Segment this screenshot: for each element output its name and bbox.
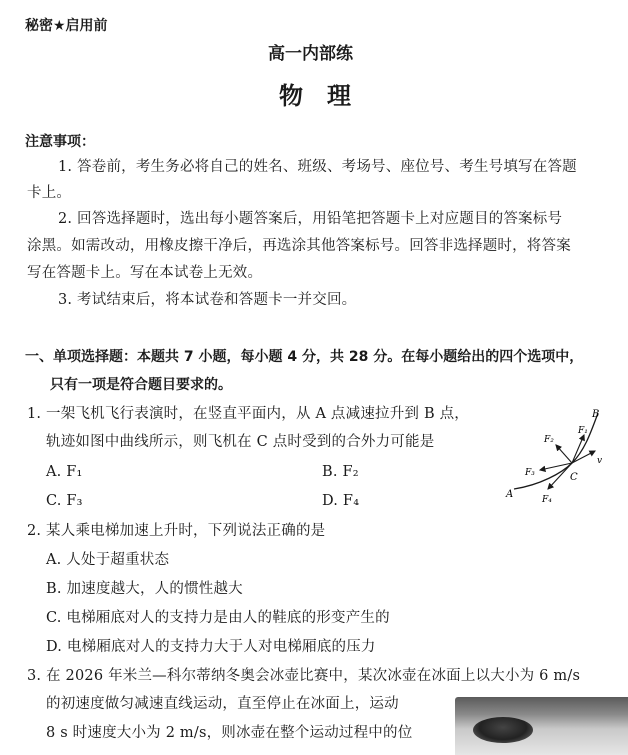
f3-label: F₃ [525, 468, 535, 478]
point-b-label: B [592, 409, 600, 420]
q2-option-c: C. 电梯厢底对人的支持力是由人的鞋底的形变产生的 [46, 610, 390, 626]
q3-stem-cont: 8 s 时速度大小为 2 m/s，则冰壶在整个运动过程中的位 [46, 725, 413, 741]
q1-option-b: B. F₂ [322, 464, 359, 480]
section-heading-cont: 只有一项是符合题目要求的。 [50, 377, 232, 393]
q1-stem-cont: 轨迹如图中曲线所示，则飞机在 C 点时受到的合外力可能是 [46, 434, 435, 450]
f4-label: F₄ [542, 495, 552, 505]
q3-stem: 3. 在 2026 年米兰—科尔蒂纳冬奥会冰壶比赛中，某次冰壶在冰面上以大小为 6 m/s [27, 668, 581, 684]
q2-option-b: B. 加速度越大，人的惯性越大 [46, 581, 243, 597]
q2-option-a: A. 人处于超重状态 [46, 552, 170, 568]
notice-line: 涂黑。如需改动，用橡皮擦干净后，再选涂其他答案标号。回答非选择题时，将答案 [27, 238, 571, 254]
notice-heading: 注意事项： [25, 134, 95, 150]
point-a-label: A [506, 489, 514, 500]
q1-option-a: A. F₁ [46, 464, 83, 480]
curling-stone-image [473, 717, 533, 743]
point-c-label: C [570, 472, 578, 483]
notice-line: 写在答题卡上。写在本试卷上无效。 [27, 265, 263, 281]
notice-line: 卡上。 [27, 185, 72, 201]
section-heading: 一、单项选择题：本题共 7 小题，每小题 4 分，共 28 分。在每小题给出的四个选项中， [25, 349, 584, 365]
exam-subtitle: 高一内部练 [268, 44, 353, 64]
notice-line: 2. 回答选择题时，选出每小题答案后，用铅笔把答题卡上对应题目的答案标号 [58, 211, 563, 227]
notice-line: 1. 答卷前，考生务必将自己的姓名、班级、考场号、座位号、考生号填写在答题 [58, 159, 577, 175]
velocity-label: v [597, 456, 603, 466]
q3-stem-cont: 的初速度做匀减速直线运动，直至停止在冰面上，运动 [46, 696, 399, 712]
page-title: 物 理 [279, 82, 351, 110]
force-f2-arrow [556, 445, 572, 463]
secret-mark: 秘密★启用前 [25, 18, 108, 34]
q2-option-d: D. 电梯厢底对人的支持力大于人对电梯厢底的压力 [46, 639, 376, 655]
q1-option-c: C. F₃ [46, 493, 83, 509]
q1-stem: 1. 一架飞机飞行表演时，在竖直平面内，从 A 点减速拉升到 B 点， [27, 406, 470, 422]
q1-option-d: D. F₄ [322, 493, 360, 509]
velocity-arrow [572, 451, 595, 463]
q2-stem: 2. 某人乘电梯加速上升时，下列说法正确的是 [27, 523, 326, 539]
f1-label: F₁ [578, 426, 588, 436]
curling-photo [455, 697, 628, 755]
q1-force-diagram [500, 405, 620, 510]
notice-line: 3. 考试结束后，将本试卷和答题卡一并交回。 [58, 292, 357, 308]
f2-label: F₂ [544, 435, 554, 445]
